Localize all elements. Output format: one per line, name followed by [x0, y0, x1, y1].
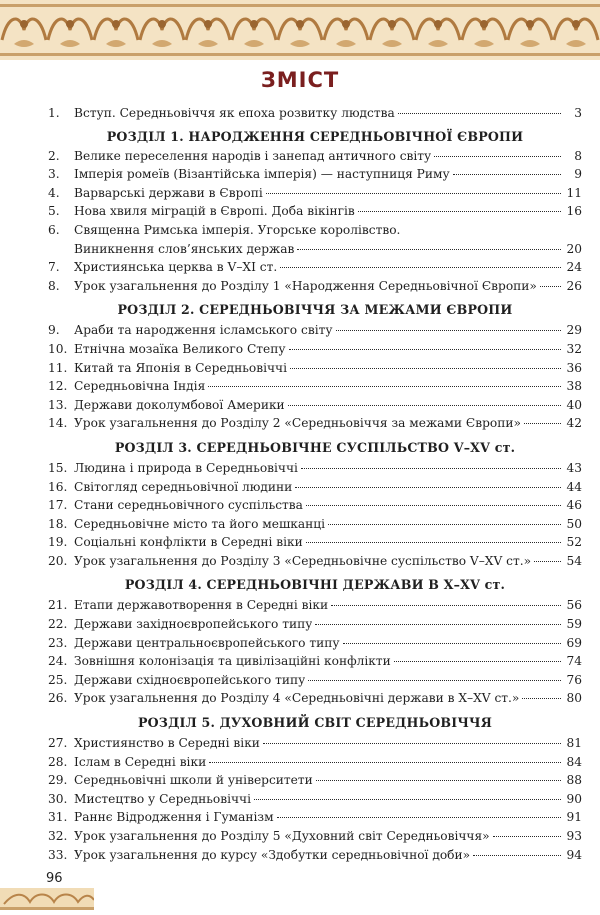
toc-item-page: 40: [566, 397, 582, 412]
toc-item[interactable]: [48, 258, 582, 277]
toc-item-number: 24.: [48, 654, 68, 669]
toc-item-number: 18.: [48, 516, 68, 531]
toc-item-number: 8.: [48, 278, 60, 293]
ornament-bud: [480, 20, 488, 28]
toc-item-page: 88: [566, 773, 582, 788]
toc-item-number: 1.: [48, 106, 60, 120]
toc-item-page: 9: [574, 167, 582, 182]
toc-item-title: Нова хвиля міграцій в Європі. Доба вікінгів: [74, 204, 355, 219]
toc-item-title: Урок узагальнення до Розділу 3 «Середньовічне суспільство V–XV ст.»: [74, 553, 532, 568]
toc-item-number: 21.: [48, 598, 68, 613]
toc-item-page: 94: [566, 847, 582, 862]
toc-item-page: 29: [566, 323, 582, 338]
toc-item-title: Держави східноєвропейського типу: [74, 672, 306, 687]
toc-item-title: Вступ. Середньовіччя як епоха розвитку людства: [74, 106, 395, 120]
toc-item-title: Середньовічне місто та його мешканці: [74, 516, 326, 531]
toc-item[interactable]: [48, 689, 582, 708]
toc-item-title-cont: Виникнення слов’янських держав: [74, 241, 295, 256]
toc-item-page: 84: [566, 754, 582, 769]
toc-item[interactable]: [48, 414, 582, 433]
toc-item[interactable]: [48, 596, 582, 615]
toc-item-continuation[interactable]: [48, 240, 582, 259]
ornament-bud: [572, 20, 580, 28]
toc-item[interactable]: [48, 221, 582, 240]
toc-item-title: Велике переселення народів і занепад античного світу: [74, 148, 432, 163]
toc-item-number: 27.: [48, 736, 68, 751]
section-heading[interactable]: РОЗДІЛ 5. ДУХОВНИЙ СВІТ СЕРЕДНЬОВІЧЧЯ: [137, 715, 493, 731]
leader-dots: [398, 112, 561, 114]
toc-item-page: 8: [574, 148, 582, 163]
toc-item-title: Держави доколумбової Америки: [74, 397, 285, 412]
page-number: 96: [46, 871, 63, 886]
toc-item[interactable]: [48, 147, 582, 166]
toc-item-page: 42: [566, 416, 582, 431]
toc-item-number: 23.: [48, 635, 68, 650]
leader-dots: [315, 623, 561, 625]
toc-item-title: Держави західноєвропейського типу: [74, 617, 313, 632]
toc-item-title: Соціальні конфлікти в Середні віки: [74, 535, 303, 550]
toc-item-page: 74: [566, 654, 582, 669]
toc-item[interactable]: [48, 459, 582, 478]
leader-dots: [306, 541, 561, 543]
leader-dots: [453, 173, 561, 175]
toc-item-number: 32.: [48, 829, 68, 843]
toc-item-number: 14.: [48, 416, 68, 431]
toc-item-number: 6.: [48, 222, 60, 237]
toc-item-title: Варварські держави в Європі: [74, 185, 263, 200]
toc-item[interactable]: [48, 165, 582, 184]
toc-item-number: 13.: [48, 397, 68, 412]
section-heading[interactable]: РОЗДІЛ 1. НАРОДЖЕННЯ СЕРЕДНЬОВІЧНОЇ ЄВРОПИ: [106, 128, 524, 144]
leader-dots: [288, 404, 561, 406]
toc-item[interactable]: [48, 396, 582, 415]
ornament-bud: [112, 20, 120, 28]
toc-item-title: Християнська церква в V–XI ст.: [74, 260, 278, 275]
toc-item[interactable]: [48, 753, 582, 772]
toc-item-page: 16: [566, 204, 582, 219]
toc-item[interactable]: [48, 184, 582, 203]
leader-dots: [493, 835, 561, 837]
leader-dots: [343, 642, 561, 644]
leader-dots: [308, 679, 561, 681]
leader-dots: [534, 560, 561, 562]
ornament-bud: [250, 20, 258, 28]
toc-item-number: 22.: [48, 617, 68, 632]
toc-item-page: 46: [566, 498, 582, 513]
leader-dots: [289, 348, 561, 350]
ornament-bud: [434, 20, 442, 28]
leader-dots: [254, 798, 561, 800]
toc-item-number: 19.: [48, 535, 68, 550]
toc-item-number: 26.: [48, 691, 68, 706]
ornament-bud: [526, 20, 534, 28]
toc-item-page: 11: [566, 185, 582, 200]
leader-dots: [540, 285, 561, 287]
toc-item-number: 2.: [48, 148, 60, 163]
toc-item-page: 36: [566, 360, 582, 375]
ornament-bud: [342, 20, 350, 28]
toc-item-title: Середньовічні школи й університети: [74, 773, 313, 788]
toc-item[interactable]: [48, 790, 582, 809]
toc-item-page: 20: [566, 241, 582, 256]
toc-item-number: 20.: [48, 553, 68, 568]
toc-item-title: Урок узагальнення до Розділу 4 «Середньовічні держави в X–XV ст.»: [74, 691, 520, 706]
toc-item-title: Зовнішня колонізація та цивілізаційні конфлікти: [74, 654, 391, 669]
toc-item-page: 3: [574, 106, 582, 120]
toc-item-page: 81: [566, 736, 582, 751]
toc-item-page: 93: [566, 829, 582, 843]
toc-item-page: 90: [566, 791, 582, 806]
toc-item[interactable]: [48, 478, 582, 497]
toc-item[interactable]: [48, 827, 582, 846]
toc-item-page: 91: [566, 810, 582, 825]
leader-dots: [316, 779, 561, 781]
leader-dots: [290, 367, 561, 369]
toc-item-page: 54: [566, 553, 582, 568]
leader-dots: [328, 523, 561, 525]
toc-item-number: 4.: [48, 185, 60, 200]
toc-item-number: 29.: [48, 773, 68, 788]
toc-item-title: Раннє Відродження і Гуманізм: [74, 810, 274, 825]
toc-item[interactable]: [48, 496, 582, 515]
toc-item-number: 33.: [48, 847, 68, 862]
toc-item-page: 24: [566, 260, 582, 275]
ornament-bud: [66, 20, 74, 28]
toc-item-title: Імперія ромеїв (Візантійська імперія) — наступниця Риму: [74, 167, 450, 182]
toc-item-page: 43: [566, 460, 582, 475]
toc-item-title: Священна Римська імперія. Угорське королівство.: [74, 222, 401, 237]
toc-item-page: 26: [566, 278, 582, 293]
toc-item-page: 76: [566, 672, 582, 687]
leader-dots: [336, 329, 561, 331]
toc-item[interactable]: [48, 359, 582, 378]
toc-item[interactable]: [48, 277, 582, 296]
toc-item-title: Урок узагальнення до Розділу 1 «Народження Середньовічної Європи»: [74, 278, 537, 293]
leader-dots: [208, 385, 561, 387]
toc-item-title: Араби та народження ісламського світу: [74, 323, 333, 338]
toc-item-title: Мистецтво у Середньовіччі: [74, 791, 252, 806]
toc-item[interactable]: [48, 533, 582, 552]
leader-dots: [522, 697, 561, 699]
toc-item[interactable]: [48, 104, 582, 123]
ornament-bud: [204, 20, 212, 28]
ornament-bud: [158, 20, 166, 28]
toc-item-title: Урок узагальнення до Розділу 5 «Духовний світ Середньовіччя»: [74, 829, 490, 843]
leader-dots: [266, 192, 561, 194]
toc-item-title: Людина і природа в Середньовіччі: [74, 460, 298, 475]
leader-dots: [524, 422, 561, 424]
toc-item-title: Стани середньовічного суспільства: [74, 498, 303, 513]
leader-dots: [295, 486, 561, 488]
leader-dots: [434, 155, 561, 157]
section-heading[interactable]: РОЗДІЛ 3. СЕРЕДНЬОВІЧНЕ СУСПІЛЬСТВО V–XV ст.: [114, 439, 516, 455]
toc-item-page: 80: [566, 691, 582, 706]
toc-item[interactable]: [48, 615, 582, 634]
leader-dots: [394, 660, 561, 662]
toc-item[interactable]: [48, 634, 582, 653]
toc-item-number: 25.: [48, 672, 68, 687]
leader-dots: [277, 816, 561, 818]
toc-item-title: Християнство в Середні віки: [74, 736, 260, 751]
table-of-contents: [48, 104, 582, 864]
toc-item-number: 17.: [48, 498, 68, 513]
toc-item-page: 56: [566, 598, 582, 613]
toc-item-number: 10.: [48, 341, 68, 356]
ornament-bud: [388, 20, 396, 28]
toc-item-number: 11.: [48, 360, 68, 375]
toc-item[interactable]: [48, 846, 582, 865]
toc-item-title: Урок узагальнення до Розділу 2 «Середньовіччя за межами Європи»: [74, 416, 521, 431]
toc-item-number: 5.: [48, 204, 60, 219]
toc-item[interactable]: [48, 321, 582, 340]
toc-item-title: Етапи державотворення в Середні віки: [74, 598, 329, 613]
toc-item-number: 3.: [48, 167, 60, 182]
section-heading[interactable]: РОЗДІЛ 2. СЕРЕДНЬОВІЧЧЯ ЗА МЕЖАМИ ЄВРОПИ: [117, 302, 513, 318]
toc-item[interactable]: [48, 808, 582, 827]
ornament-bud: [20, 20, 28, 28]
toc-item-title: Середньовічна Індія: [74, 379, 206, 394]
toc-item-title: Держави центральноєвропейського типу: [74, 635, 340, 650]
toc-item[interactable]: [48, 734, 582, 753]
toc-item-page: 52: [566, 535, 582, 550]
section-heading[interactable]: РОЗДІЛ 4. СЕРЕДНЬОВІЧНІ ДЕРЖАВИ В X–XV ст.: [124, 577, 506, 593]
toc-item[interactable]: [48, 202, 582, 221]
toc-item-title: Світогляд середньовічної людини: [74, 479, 293, 494]
leader-dots: [297, 248, 561, 250]
toc-item[interactable]: [48, 671, 582, 690]
leader-dots: [263, 742, 561, 744]
toc-item[interactable]: [48, 652, 582, 671]
toc-item-number: 16.: [48, 479, 68, 494]
toc-item-number: 9.: [48, 323, 60, 338]
toc-item[interactable]: [48, 377, 582, 396]
toc-item-page: 50: [566, 516, 582, 531]
toc-item[interactable]: [48, 340, 582, 359]
ornament-bud: [296, 20, 304, 28]
footer-ornament: [0, 888, 94, 910]
toc-item-number: 15.: [48, 460, 68, 475]
leader-dots: [358, 210, 561, 212]
toc-item-page: 44: [566, 479, 582, 494]
toc-item[interactable]: [48, 771, 582, 790]
toc-item[interactable]: [48, 552, 582, 571]
toc-item-page: 59: [566, 617, 582, 632]
toc-item[interactable]: [48, 515, 582, 534]
toc-item-title: Урок узагальнення до курсу «Здобутки середньовічної доби»: [74, 847, 471, 862]
toc-item-number: 30.: [48, 791, 68, 806]
toc-item-title: Іслам в Середні віки: [74, 754, 207, 769]
leader-dots: [209, 761, 561, 763]
leader-dots: [301, 467, 561, 469]
toc-item-page: 32: [566, 341, 582, 356]
toc-item-page: 38: [566, 379, 582, 394]
leader-dots: [473, 854, 561, 856]
toc-item-title: Етнічна мозаїка Великого Степу: [74, 341, 286, 356]
toc-item-page: 69: [566, 635, 582, 650]
leader-dots: [280, 266, 561, 268]
toc-item-title: Китай та Японія в Середньовіччі: [74, 360, 287, 375]
toc-item-number: 31.: [48, 810, 68, 825]
page-title: ЗМІСТ: [260, 68, 340, 92]
leader-dots: [306, 504, 561, 506]
toc-item-number: 28.: [48, 754, 68, 769]
toc-item-number: 12.: [48, 379, 68, 394]
leader-dots: [331, 604, 561, 606]
header-ornament-band: [0, 0, 600, 60]
toc-item-number: 7.: [48, 260, 60, 275]
